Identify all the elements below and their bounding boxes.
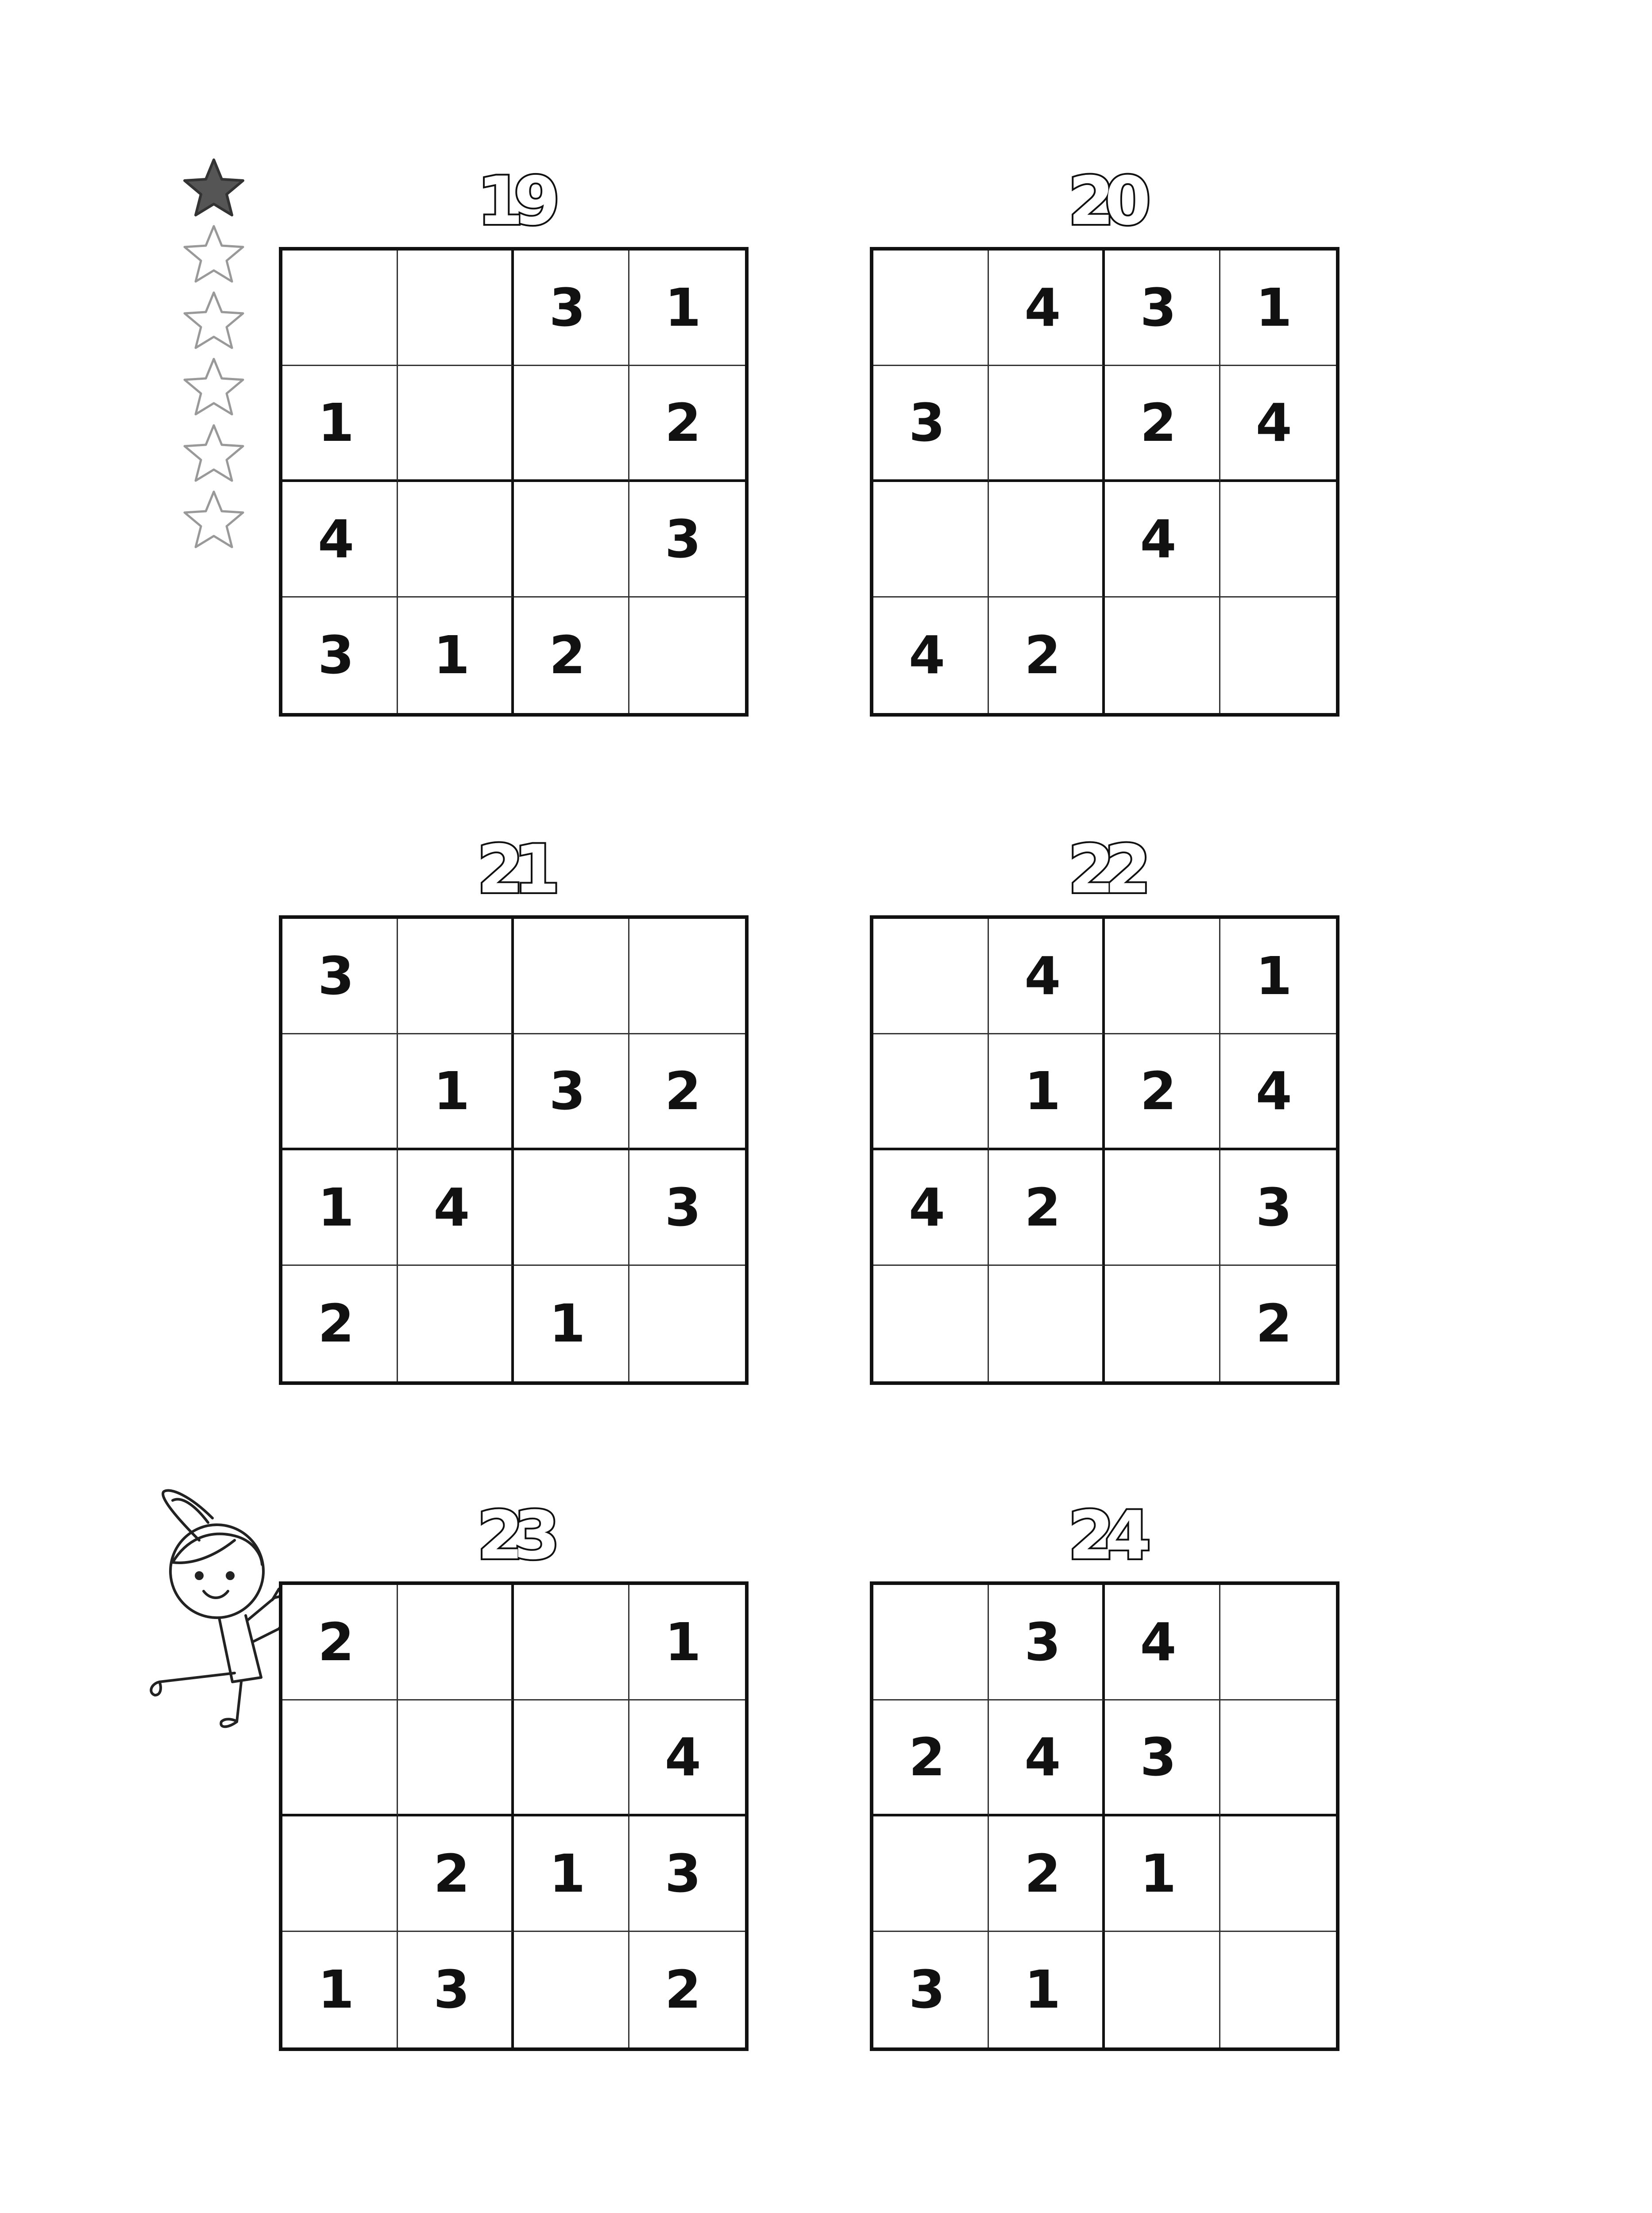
- grid-cell[interactable]: 1: [629, 1585, 745, 1700]
- grid-cell[interactable]: 4: [873, 598, 989, 713]
- grid-cell[interactable]: 4: [1220, 1034, 1336, 1150]
- grid-cell[interactable]: 3: [1220, 1150, 1336, 1266]
- puzzle-number: 23: [477, 1497, 550, 1574]
- grid-cell[interactable]: 4: [1105, 1585, 1220, 1700]
- grid-cell[interactable]: 2: [629, 366, 745, 482]
- grid-cell[interactable]: 4: [989, 251, 1104, 366]
- grid-cell[interactable]: [514, 919, 629, 1034]
- grid-cell[interactable]: [1220, 598, 1336, 713]
- grid-cell[interactable]: 2: [989, 1816, 1104, 1932]
- grid-cell[interactable]: 1: [989, 1932, 1104, 2047]
- star-empty-icon: [181, 224, 247, 288]
- grid-cell[interactable]: 3: [989, 1585, 1104, 1700]
- difficulty-rating: [181, 157, 251, 555]
- sudoku-grid: [279, 247, 749, 717]
- grid-cell[interactable]: [514, 1150, 629, 1266]
- grid-cell[interactable]: [873, 1266, 989, 1381]
- grid-cell[interactable]: [873, 919, 989, 1034]
- grid-cell[interactable]: 3: [873, 1932, 989, 2047]
- grid-cell[interactable]: 1: [514, 1816, 629, 1932]
- puzzle-number: 24: [1068, 1497, 1141, 1574]
- grid-cell[interactable]: 4: [1105, 482, 1220, 598]
- grid-cell[interactable]: [1220, 1816, 1336, 1932]
- grid-cell[interactable]: 2: [873, 1700, 989, 1816]
- girl-doodle-icon: [146, 1487, 288, 1735]
- grid-cell[interactable]: 2: [1255, 1293, 1292, 1354]
- grid-cell[interactable]: [514, 1585, 629, 1700]
- grid-cell[interactable]: 4: [989, 919, 1104, 1034]
- grid-cell[interactable]: 2: [629, 1034, 745, 1150]
- grid-cell[interactable]: 3: [1105, 1700, 1220, 1816]
- grid-cell[interactable]: 1: [1105, 1816, 1220, 1932]
- star-empty-icon: [181, 356, 247, 420]
- grid-cell[interactable]: 2: [989, 1150, 1104, 1266]
- grid-cell[interactable]: 1: [282, 366, 398, 482]
- grid-cell[interactable]: 1: [282, 1150, 398, 1266]
- grid-cell[interactable]: [514, 366, 629, 482]
- grid-cell[interactable]: 4: [282, 482, 398, 598]
- grid-cell[interactable]: [1220, 1932, 1336, 2047]
- grid-cell[interactable]: 2: [989, 598, 1104, 713]
- grid-cell[interactable]: 4: [989, 1700, 1104, 1816]
- grid-cell[interactable]: 3: [282, 919, 398, 1034]
- grid-cell[interactable]: 1: [989, 1034, 1104, 1150]
- grid-cell[interactable]: [873, 1585, 989, 1700]
- grid-cell[interactable]: [398, 1266, 513, 1381]
- grid-cell[interactable]: 3: [514, 1034, 629, 1150]
- grid-cell[interactable]: [629, 598, 745, 713]
- grid-cell[interactable]: [1220, 1700, 1336, 1816]
- grid-cell[interactable]: [1105, 598, 1220, 713]
- sudoku-grid: [870, 247, 1339, 717]
- grid-cell[interactable]: [1105, 919, 1220, 1034]
- star-empty-icon: [181, 290, 247, 354]
- grid-cell[interactable]: [398, 1585, 513, 1700]
- grid-cell[interactable]: 2: [398, 1816, 513, 1932]
- grid-cell[interactable]: 1: [514, 1266, 629, 1381]
- grid-cell[interactable]: 3: [629, 1150, 745, 1266]
- sudoku-grid: [279, 1581, 749, 2051]
- grid-cell[interactable]: [873, 482, 989, 598]
- grid-cell[interactable]: [398, 366, 513, 482]
- puzzle-number: 19: [477, 163, 550, 240]
- grid-cell[interactable]: 1: [398, 598, 513, 713]
- grid-cell[interactable]: [1220, 1585, 1336, 1700]
- grid-cell[interactable]: 3: [629, 1816, 745, 1932]
- grid-cell[interactable]: 1: [1220, 251, 1336, 366]
- grid-cell[interactable]: [1105, 1266, 1220, 1381]
- grid-cell[interactable]: 2: [1105, 366, 1220, 482]
- grid-cell[interactable]: [514, 1700, 629, 1816]
- puzzle-number: 20: [1068, 163, 1141, 240]
- grid-cell[interactable]: [873, 1034, 989, 1150]
- grid-cell[interactable]: [989, 366, 1104, 482]
- grid-cell[interactable]: [873, 1816, 989, 1932]
- grid-cell[interactable]: 2: [282, 1266, 398, 1381]
- grid-cell[interactable]: [398, 251, 513, 366]
- star-empty-icon: [181, 489, 247, 553]
- grid-cell[interactable]: [989, 482, 1104, 598]
- grid-cell[interactable]: 4: [629, 1700, 745, 1816]
- puzzle-number: 22: [1068, 831, 1141, 908]
- grid-cell[interactable]: 2: [282, 1585, 398, 1700]
- sudoku-grid: [279, 915, 749, 1385]
- grid-cell[interactable]: [282, 1700, 398, 1816]
- sudoku-grid: [870, 1581, 1339, 2051]
- grid-cell[interactable]: [282, 1034, 398, 1150]
- grid-cell[interactable]: [873, 251, 989, 366]
- puzzle-number: 21: [477, 831, 550, 908]
- grid-cell[interactable]: 4: [873, 1150, 989, 1266]
- grid-cell[interactable]: [629, 1266, 745, 1381]
- grid-cell[interactable]: 4: [398, 1150, 513, 1266]
- grid-cell[interactable]: 2: [664, 1959, 701, 2020]
- grid-cell[interactable]: 3: [629, 482, 745, 598]
- grid-cell[interactable]: [1105, 1150, 1220, 1266]
- grid-cell[interactable]: [514, 1932, 629, 2047]
- grid-cell[interactable]: 3: [282, 598, 398, 713]
- grid-cell[interactable]: 1: [629, 251, 745, 366]
- grid-cell[interactable]: 1: [1220, 919, 1336, 1034]
- grid-cell[interactable]: 2: [514, 598, 629, 713]
- grid-cell[interactable]: 3: [398, 1932, 513, 2047]
- grid-cell[interactable]: [629, 919, 745, 1034]
- grid-cell[interactable]: 3: [514, 251, 629, 366]
- grid-cell[interactable]: 1: [398, 1034, 513, 1150]
- grid-cell[interactable]: [398, 482, 513, 598]
- grid-cell[interactable]: 2: [1105, 1034, 1220, 1150]
- grid-cell[interactable]: [398, 1700, 513, 1816]
- grid-cell[interactable]: [989, 1266, 1104, 1381]
- grid-cell[interactable]: 3: [1105, 251, 1220, 366]
- grid-cell[interactable]: [1220, 482, 1336, 598]
- grid-cell[interactable]: [1105, 1932, 1220, 2047]
- grid-cell[interactable]: 3: [873, 366, 989, 482]
- star-empty-icon: [181, 423, 247, 487]
- grid-cell[interactable]: [282, 1816, 398, 1932]
- grid-cell[interactable]: [514, 482, 629, 598]
- star-filled-icon: [181, 157, 247, 221]
- sudoku-grid: [870, 915, 1339, 1385]
- grid-cell[interactable]: [282, 251, 398, 366]
- grid-cell[interactable]: [398, 919, 513, 1034]
- grid-cell[interactable]: 4: [1220, 366, 1336, 482]
- grid-cell[interactable]: 1: [282, 1932, 398, 2047]
